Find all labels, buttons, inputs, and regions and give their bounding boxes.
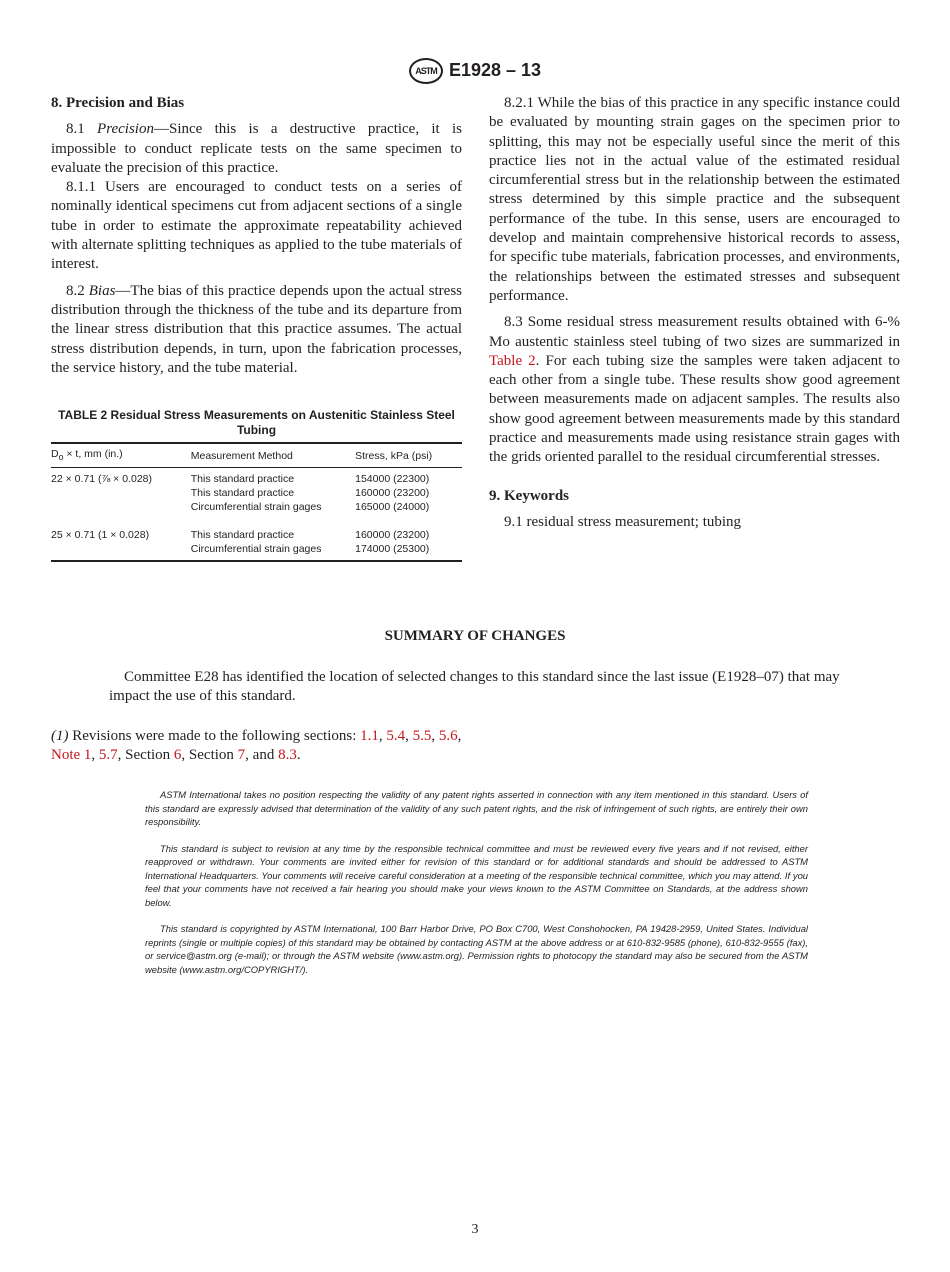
separator-text: , (405, 728, 413, 744)
table-cell (51, 500, 191, 514)
paragraph-8-3: 8.3 Some residual stress measurement results obtained with 6-% Mo austentic stainless steel tubing of two sizes are summarized in Table 2. For each tubing size the samples were taken adjacent to each other from a single tube. These results show good agreement between measurements made on adjacent samples. The results also show good agreement between measurements made by this standard practice and measurements made using resistance strain gages with the grids oriented parallel to the residual circumferential stresses. (489, 314, 900, 466)
table-cell (51, 542, 191, 561)
summary-intro: Committee E28 has identified the location of selected changes to this standard since the last issue (E1928–07) that may impact the use of this standard. (109, 669, 840, 705)
designation: E1928 – 13 (448, 59, 542, 80)
table-row (51, 500, 462, 514)
section-link[interactable]: 5.5 (412, 728, 432, 744)
table-2 (51, 408, 462, 562)
footer-notes (145, 788, 808, 976)
paragraph-8-2-1: 8.2.1 While the bias of this practice in any specific instance could be evaluated by mounting strain gages on the specimen prior to splitting, this may not be especially useful since the merit of this practice lies not in the actual value of the estimated residual circumferential stress but in the relationship between the estimated stress determined by this simple practice and the subsequent performance of the tube. In this sense, users are encouraged to develop and maintain comprehensive historical records to assess, for specific tube materials, fabrication processes, and environments, the relationships between the estimated stresses and subsequent performance. (489, 95, 900, 304)
revisions-list: (1) Revisions were made to the following sections: 1.1, 5.4, 5.5, 5.6, Note 1, 5.7, Section 6, Section 7, and 8.3. (51, 728, 462, 764)
left-column (51, 94, 462, 378)
col-header: Measurement Method (191, 443, 355, 468)
section-link[interactable]: 1.1 (360, 728, 379, 744)
table-title: TABLE 2 Residual Stress Measurements on Austenitic Stainless Steel Tubing (58, 408, 455, 437)
page-header (0, 58, 950, 84)
revision-notice: This standard is subject to revision at any time by the responsible technical committee and must be reviewed every five years and if not revised, either reapproved or withdrawn. Your comments are invited either for revision of this standard or for additional standards and should be addressed to ASTM International Headquarters. Your comments will receive careful consideration at a meeting of the responsible technical committee, which you may attend. If you feel that your comments have not received a fair hearing you should make your views known to the ASTM Committee on Standards, at the address shown below. (145, 842, 808, 908)
table-cell: 25 × 0.71 (1 × 0.028) (51, 529, 150, 542)
table-row (51, 468, 462, 487)
astm-logo: ASTM (409, 58, 443, 84)
page-number: 3 (471, 1222, 479, 1237)
table-cell: 22 × 0.71 (⅞ × 0.028) (51, 473, 152, 486)
table-cell: This standard practice (190, 487, 295, 500)
right-column (489, 94, 900, 532)
paragraph-8-1-1: 8.1.1 Users are encouraged to conduct tests on a series of nominally identical specimens cut from adjacent sections of a single tube in order to estimate the approximate repeatability achieved with alternate splitting techniques as applied to the tube materials of interest. (51, 179, 462, 273)
section-link[interactable]: 7 (237, 747, 246, 764)
summary-heading: SUMMARY OF CHANGES (384, 628, 566, 644)
keywords-heading: 9. Keywords (489, 487, 569, 504)
table-row (51, 486, 462, 500)
separator-text: , Section (117, 747, 174, 764)
table-cell: 160000 (23200) (355, 529, 430, 542)
separator-text: , and (245, 747, 279, 764)
table-row (51, 514, 462, 542)
col-header: Stress, kPa (psi) (355, 443, 462, 468)
table-cell: 165000 (24000) (355, 501, 430, 514)
table-cell: Circumferential strain gages (190, 543, 322, 556)
separator-text: , (431, 728, 439, 744)
section-link[interactable]: 6 (173, 747, 182, 764)
table-cell: This standard practice (190, 529, 295, 542)
table-cell: Circumferential strain gages (190, 501, 322, 514)
table-cell: 160000 (23200) (355, 487, 430, 500)
patent-notice: ASTM International takes no position respecting the validity of any patent rights asserted in connection with any item mentioned in this standard. Users of this standard are expressly advised that determination of the validity of any such patent rights, and the risk of infringement of such rights, are entirely their own responsibility. (145, 789, 808, 827)
table-row (51, 542, 462, 561)
section-link[interactable]: 5.4 (386, 728, 406, 744)
section-link[interactable]: Note 1 (51, 747, 92, 764)
section-link[interactable]: 5.6 (438, 728, 458, 744)
table-cell: This standard practice (190, 473, 295, 486)
separator-text: , (91, 747, 99, 764)
separator-text: , (457, 728, 462, 744)
table-cell (51, 486, 191, 500)
separator-text: , (378, 728, 387, 744)
section-heading: 8. Precision and Bias (51, 95, 185, 111)
separator-text: . (296, 747, 301, 764)
copyright-notice: This standard is copyrighted by ASTM International, 100 Barr Harbor Drive, PO Box C700, West Conshohocken, PA 19428-2959, United States. Individual reprints (single or multiple copies) of this standard may be obtained by contacting ASTM at the above address or at 610-832-9585 (phone), 610-832-9555 (fax), or service@astm.org (e-mail); or through the ASTM website (www.astm.org). Permission rights to photocopy the standard may also be secured from the ASTM website (www.astm.org/COPYRIGHT/). (145, 923, 808, 975)
section-link[interactable]: 5.7 (98, 747, 118, 764)
paragraph-8-2: 8.2 Bias—The bias of this practice depends upon the actual stress distribution through the thickness of the tube and its departure from the linear stress distribution that this practice assumes. The actual stress distribution depends, in turn, upon the fabrication processes, the service history, and the tube material. (51, 282, 462, 376)
table-2-link[interactable]: Table 2 (489, 352, 536, 369)
col-header: $D_o \times t$, mm (in.) (51, 443, 191, 468)
table-cell: 154000 (22300) (355, 473, 430, 486)
paragraph-9-1: 9.1 residual stress measurement; tubing (504, 513, 742, 530)
separator-text: , Section (181, 747, 238, 764)
section-link[interactable]: 8.3 (278, 747, 297, 764)
table-cell: 174000 (25300) (355, 543, 430, 556)
paragraph-8-1: 8.1 Precision—Since this is a destructive practice, it is impossible to conduct replicate tests on the same specimen to evaluate the precision of this practice. (51, 121, 462, 176)
